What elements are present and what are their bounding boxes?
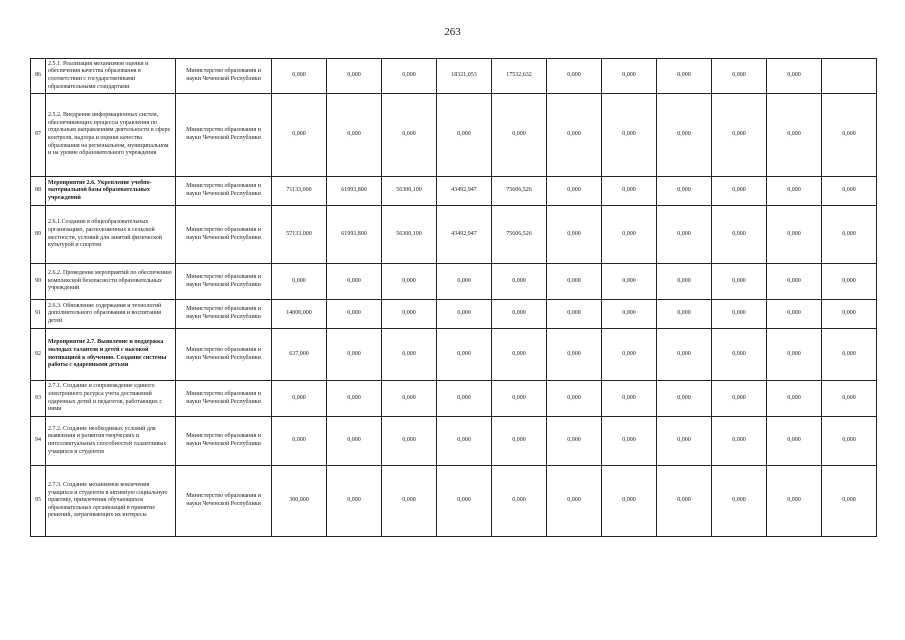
funding-value-cell: 0,000 (327, 264, 382, 300)
row-number-cell: 91 (31, 300, 46, 329)
funding-value-cell: 56300,100 (382, 206, 437, 264)
responsible-org-cell: Министерство образования и науки Чеченской Республики (176, 206, 272, 264)
funding-value-cell: 57133,000 (272, 206, 327, 264)
activity-name-cell: 2.6.2. Проведение мероприятий по обеспечению комплексной безопасности образовательных учреждений (46, 264, 176, 300)
funding-value-cell: 0,000 (767, 177, 822, 206)
table-body (31, 59, 877, 537)
funding-value-cell: 0,000 (767, 206, 822, 264)
funding-value-cell: 0,000 (382, 466, 437, 537)
funding-value-cell: 43492,947 (437, 177, 492, 206)
row-number-cell: 94 (31, 417, 46, 466)
funding-value-cell: 0,000 (382, 59, 437, 94)
funding-value-cell: 0,000 (657, 59, 712, 94)
activity-name-cell: 2.5.2. Внедрение информационных систем, обеспечивающих процессы управления по отдельным направлениям деятельности в сфере контроля, надзора и оценки качества образования на региональном, муниципальном и на уровне образовательного учреждения (46, 94, 176, 177)
funding-value-cell: 75606,526 (492, 206, 547, 264)
activity-name-cell: 2.7.2. Создание необходимых условий для выявления и развития творческих и интеллектуальных способностей талантливых учащихся и студентов (46, 417, 176, 466)
activity-name-cell: Мероприятие 2.6. Укрепление учебно-материальной базы образовательных учреждений (46, 177, 176, 206)
funding-value-cell: 0,000 (712, 94, 767, 177)
table-row (31, 300, 877, 329)
funding-value-cell: 0,000 (492, 329, 547, 381)
funding-value-cell: 0,000 (492, 94, 547, 177)
responsible-org-cell: Министерство образования и науки Чеченской Республики (176, 177, 272, 206)
funding-value-cell: 0,000 (437, 300, 492, 329)
table-row (31, 417, 877, 466)
row-number-cell: 92 (31, 329, 46, 381)
funding-value-cell: 0,000 (602, 177, 657, 206)
funding-value-cell: 0,000 (492, 381, 547, 417)
funding-value-cell: 0,000 (492, 300, 547, 329)
funding-value-cell: 0,000 (437, 94, 492, 177)
responsible-org-cell: Министерство образования и науки Чеченской Республики (176, 300, 272, 329)
activity-name-cell: Мероприятие 2.7. Выявление и поддержка молодых талантов и детей с высокой мотивацией к обучению. Создание системы работы с одаренными детьми (46, 329, 176, 381)
funding-value-cell: 0,000 (327, 381, 382, 417)
activity-name-cell: 2.5.1. Реализация механизмов оценки и обеспечения качества образования в соответствии с государственными образовательными стандартами (46, 59, 176, 94)
funding-value-cell: 637,000 (272, 329, 327, 381)
funding-value-cell: 0,000 (712, 177, 767, 206)
funding-value-cell: 0,000 (767, 417, 822, 466)
responsible-org-cell: Министерство образования и науки Чеченской Республики (176, 466, 272, 537)
funding-value-cell: 0,000 (327, 329, 382, 381)
row-number-cell: 89 (31, 206, 46, 264)
funding-value-cell: 0,000 (382, 329, 437, 381)
funding-value-cell: 0,000 (657, 177, 712, 206)
funding-value-cell: 0,000 (767, 329, 822, 381)
responsible-org-cell: Министерство образования и науки Чеченской Республики (176, 264, 272, 300)
table-row (31, 94, 877, 177)
funding-value-cell: 0,000 (492, 264, 547, 300)
responsible-org-cell: Министерство образования и науки Чеченской Республики (176, 94, 272, 177)
funding-value-cell: 0,000 (767, 300, 822, 329)
funding-value-cell: 0,000 (327, 94, 382, 177)
funding-value-cell: 0,000 (327, 417, 382, 466)
funding-value-cell: 0,000 (437, 417, 492, 466)
table-row (31, 177, 877, 206)
row-number-cell: 93 (31, 381, 46, 417)
funding-value-cell: 0,000 (657, 329, 712, 381)
funding-value-cell: 0,000 (712, 381, 767, 417)
funding-value-cell: 0,000 (272, 94, 327, 177)
funding-value-cell: 0,000 (657, 264, 712, 300)
funding-value-cell: 0,000 (712, 59, 767, 94)
row-number-cell: 88 (31, 177, 46, 206)
table-row (31, 264, 877, 300)
funding-value-cell: 0,000 (767, 264, 822, 300)
funding-value-cell: 0,000 (492, 466, 547, 537)
funding-value-cell: 61993,800 (327, 206, 382, 264)
funding-value-cell: 0,000 (327, 466, 382, 537)
funding-value-cell: 0,000 (382, 264, 437, 300)
funding-value-cell: 0,000 (767, 466, 822, 537)
funding-value-cell: 0,000 (382, 381, 437, 417)
funding-value-cell: 0,000 (602, 264, 657, 300)
funding-value-cell: 0,000 (327, 59, 382, 94)
funding-value-cell: 0,000 (657, 381, 712, 417)
funding-value-cell: 0,000 (272, 417, 327, 466)
funding-value-cell: 0,000 (822, 264, 877, 300)
funding-value-cell: 0,000 (657, 206, 712, 264)
funding-value-cell: 0,000 (602, 59, 657, 94)
funding-value-cell: 0,000 (382, 94, 437, 177)
funding-value-cell: 0,000 (547, 94, 602, 177)
funding-value-cell: 0,000 (657, 300, 712, 329)
funding-value-cell: 0,000 (822, 381, 877, 417)
funding-value-cell: 0,000 (822, 300, 877, 329)
funding-value-cell: 0,000 (767, 381, 822, 417)
funding-value-cell: 0,000 (327, 300, 382, 329)
funding-value-cell: 300,000 (272, 466, 327, 537)
funding-value-cell: 0,000 (437, 264, 492, 300)
table-row (31, 329, 877, 381)
responsible-org-cell: Министерство образования и науки Чеченской Республики (176, 417, 272, 466)
funding-value-cell: 0,000 (822, 177, 877, 206)
funding-value-cell: 0,000 (602, 381, 657, 417)
funding-value-cell: 0,000 (547, 300, 602, 329)
funding-value-cell: 0,000 (602, 417, 657, 466)
funding-value-cell: 0,000 (712, 417, 767, 466)
funding-value-cell: 0,000 (382, 300, 437, 329)
activity-name-cell: 2.6.3. Обновление содержания и технологий дополнительного образования и воспитания детей (46, 300, 176, 329)
row-number-cell: 87 (31, 94, 46, 177)
table-row (31, 381, 877, 417)
funding-value-cell: 0,000 (272, 59, 327, 94)
funding-value-cell: 0,000 (712, 264, 767, 300)
funding-value-cell: 0,000 (657, 94, 712, 177)
funding-value-cell: 18321,053 (437, 59, 492, 94)
funding-value-cell: 0,000 (657, 466, 712, 537)
funding-value-cell: 0,000 (712, 329, 767, 381)
budget-table (30, 58, 877, 537)
funding-value-cell: 0,000 (602, 94, 657, 177)
funding-value-cell: 0,000 (602, 329, 657, 381)
funding-value-cell: 0,000 (492, 417, 547, 466)
funding-value-cell: 0,000 (547, 264, 602, 300)
funding-value-cell: 0,000 (657, 417, 712, 466)
table-row (31, 206, 877, 264)
funding-value-cell: 0,000 (547, 329, 602, 381)
funding-value-cell: 0,000 (712, 300, 767, 329)
funding-value-cell: 0,000 (547, 417, 602, 466)
row-number-cell: 90 (31, 264, 46, 300)
activity-name-cell: 2.6.1.Создание в общеобразовательных организациях, расположенных в сельской местности, условий для занятий физической культурой и спортом (46, 206, 176, 264)
funding-value-cell: 0,000 (547, 466, 602, 537)
funding-value-cell: 56300,100 (382, 177, 437, 206)
funding-value-cell: 0,000 (602, 300, 657, 329)
funding-value-cell: 0,000 (437, 329, 492, 381)
funding-value-cell: 0,000 (822, 417, 877, 466)
funding-value-cell: 14000,000 (272, 300, 327, 329)
funding-value-cell: 0,000 (767, 59, 822, 94)
funding-value-cell: 0,000 (602, 206, 657, 264)
page-number: 263 (444, 26, 461, 38)
row-number-cell: 86 (31, 59, 46, 94)
funding-value-cell: 0,000 (712, 466, 767, 537)
table-row (31, 466, 877, 537)
table-row (31, 59, 877, 94)
funding-value-cell: 0,000 (437, 381, 492, 417)
funding-value-cell: 17532,632 (492, 59, 547, 94)
funding-value-cell: 0,000 (602, 466, 657, 537)
funding-value-cell: 0,000 (437, 466, 492, 537)
responsible-org-cell: Министерство образования и науки Чеченской Республики (176, 59, 272, 94)
funding-value-cell: 0,000 (272, 264, 327, 300)
funding-value-cell: 61993,800 (327, 177, 382, 206)
responsible-org-cell: Министерство образования и науки Чеченской Республики (176, 329, 272, 381)
funding-value-cell: 0,000 (822, 329, 877, 381)
funding-value-cell: 0,000 (547, 381, 602, 417)
funding-value-cell (822, 59, 877, 94)
funding-value-cell: 0,000 (547, 177, 602, 206)
funding-value-cell: 0,000 (712, 206, 767, 264)
activity-name-cell: 2.7.3. Создание механизмов вовлечения учащихся и студентов в активную социальную практику, привлечения обучающихся образовательных организаций в принятие решений, затрагивающих их интересы (46, 466, 176, 537)
row-number-cell: 95 (31, 466, 46, 537)
funding-value-cell: 0,000 (382, 417, 437, 466)
activity-name-cell: 2.7.1. Создание и сопровождение единого электронного ресурса учета достижений одаренных детей и педагогов, работающих с ними (46, 381, 176, 417)
funding-value-cell: 0,000 (822, 94, 877, 177)
funding-value-cell: 0,000 (822, 206, 877, 264)
funding-value-cell: 0,000 (547, 59, 602, 94)
funding-value-cell: 75606,526 (492, 177, 547, 206)
funding-value-cell: 43492,947 (437, 206, 492, 264)
funding-value-cell: 0,000 (767, 94, 822, 177)
responsible-org-cell: Министерство образования и науки Чеченской Республики (176, 381, 272, 417)
funding-value-cell: 0,000 (272, 381, 327, 417)
funding-value-cell: 71133,000 (272, 177, 327, 206)
funding-value-cell: 0,000 (822, 466, 877, 537)
funding-value-cell: 0,000 (547, 206, 602, 264)
